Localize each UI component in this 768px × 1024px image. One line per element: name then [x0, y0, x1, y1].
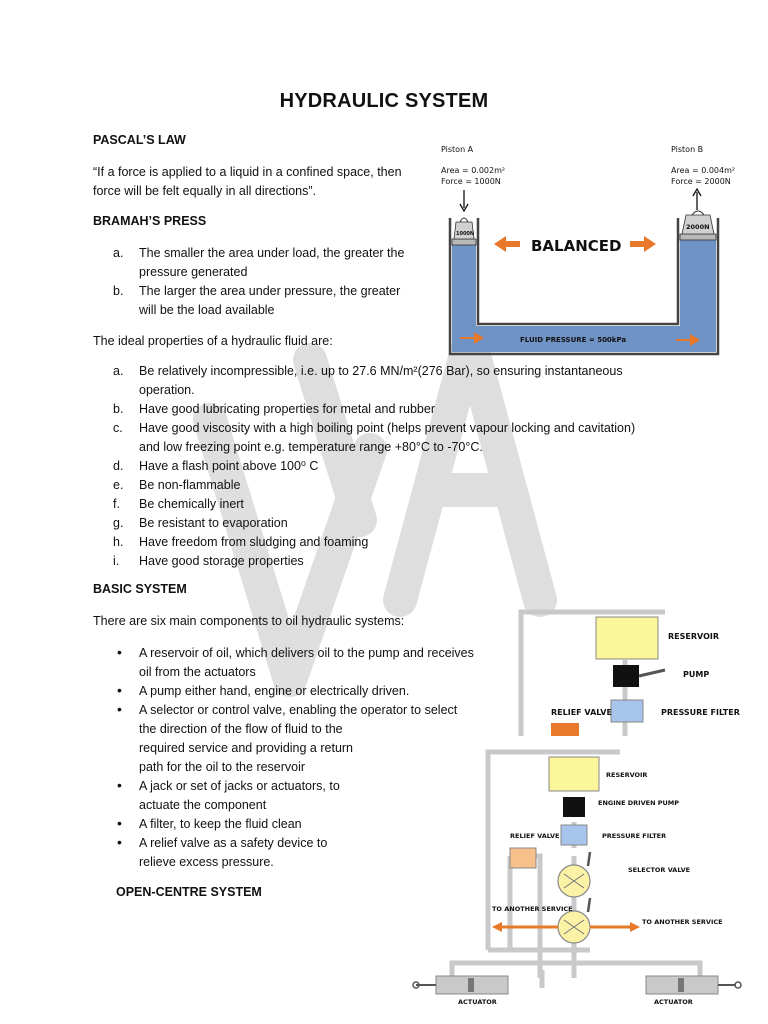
list-item-text: will be the load available: [139, 303, 275, 317]
list-item: [113, 533, 699, 552]
actuator-right-label: ACTUATOR: [654, 998, 693, 1006]
list-marker: a.: [113, 364, 124, 378]
reservoir-top: [596, 617, 658, 659]
weight-b-icon: [682, 211, 714, 234]
list-item: [113, 457, 699, 476]
up-arrow-icon: [693, 189, 701, 210]
list-item-text: A jack or set of jacks or actuators, to: [139, 779, 340, 793]
list-item: [113, 476, 699, 495]
bramah-list: [113, 244, 405, 320]
piston-b-label: Piston B: [671, 145, 704, 154]
piston-b-plate: [680, 234, 716, 240]
pascal-heading: PASCAL’S LAW: [93, 133, 186, 147]
pump-top-label: PUMP: [683, 670, 710, 679]
to-service-right-label: TO ANOTHER SERVICE: [642, 918, 723, 926]
weight-a-icon: [454, 218, 474, 239]
open-centre-diagram: [410, 748, 745, 1010]
list-item-text: The smaller the area under load, the greater the: [139, 246, 405, 260]
reservoir-label: RESERVOIR: [606, 771, 648, 779]
list-marker: h.: [113, 535, 124, 549]
weight-b-label: 2000N: [686, 223, 710, 231]
actuator-left-label: ACTUATOR: [458, 998, 497, 1006]
relief-top-label: RELIEF VALVE: [551, 708, 612, 717]
list-item: [113, 400, 699, 419]
bullet-icon: •: [117, 644, 122, 660]
relief-valve: [510, 848, 536, 868]
list-item-text: A selector or control valve, enabling the operator to select: [139, 703, 458, 717]
force-a-label: Force = 1000N: [441, 177, 501, 186]
list-marker: b.: [113, 284, 124, 298]
list-item: [113, 362, 699, 400]
pressure-filter-top: [611, 700, 643, 722]
relief-label: RELIEF VALVE: [510, 832, 560, 840]
list-marker: f.: [113, 497, 120, 511]
list-marker: e.: [113, 478, 124, 492]
piston-a-plate: [452, 239, 476, 245]
list-item-text: Have good storage properties: [139, 554, 304, 568]
pressure-filter-top-label: PRESSURE FILTER: [661, 708, 740, 717]
pascal-quote-line: force will be felt equally in all directions”.: [93, 184, 317, 198]
engine-pump-label: ENGINE DRIVEN PUMP: [598, 799, 680, 807]
list-item-text: operation.: [139, 383, 195, 397]
list-item: [113, 552, 699, 571]
list-item-text: Be chemically inert: [139, 497, 244, 511]
left-service-arrow-icon: [492, 922, 558, 932]
balanced-label: BALANCED: [531, 237, 622, 255]
list-item: [113, 244, 405, 282]
list-item-text: A pump either hand, engine or electrically driven.: [139, 684, 410, 698]
piston-a-label: Piston A: [441, 145, 474, 154]
selector-label: SELECTOR VALVE: [628, 866, 691, 874]
bramah-heading: BRAMAH’S PRESS: [93, 214, 207, 228]
list-item-text: required service and providing a return: [139, 741, 354, 755]
list-marker: b.: [113, 402, 124, 416]
area-b-label: Area = 0.004m²: [671, 166, 736, 175]
properties-list: [113, 362, 699, 571]
list-item-text: pressure generated: [139, 265, 248, 279]
pascal-quote: [93, 163, 402, 201]
list-item-text: path for the oil to the reservoir: [139, 760, 306, 774]
list-marker: c.: [113, 421, 123, 435]
reservoir-top-label: RESERVOIR: [668, 632, 719, 641]
area-a-label: Area = 0.002m²: [441, 166, 506, 175]
force-b-label: Force = 2000N: [671, 177, 731, 186]
list-marker: d.: [113, 459, 124, 473]
list-item-text: and low freezing point e.g. temperature range +80°C to -70°C.: [139, 440, 483, 454]
bramah-press-diagram: [436, 140, 744, 358]
bullet-icon: •: [117, 834, 122, 850]
weight-a-label: 1000N: [456, 231, 475, 237]
list-item: [113, 514, 699, 533]
left-arrow-icon: [494, 236, 520, 252]
list-item-text: the direction of the flow of fluid to the: [139, 722, 343, 736]
list-item-text: A relief valve as a safety device to: [139, 836, 328, 850]
page-title: HYDRAULIC SYSTEM: [279, 90, 489, 112]
fluid-pressure-label: FLUID PRESSURE = 500kPa: [520, 336, 627, 344]
list-item: [117, 644, 509, 682]
hydraulic-system-diagram-top: [515, 608, 740, 736]
list-item: [117, 682, 509, 701]
engine-driven-pump: [563, 797, 585, 817]
list-item-text: A reservoir of oil, which delivers oil to the pump and receives: [139, 646, 474, 660]
list-marker: a.: [113, 246, 124, 260]
list-marker: g.: [113, 516, 124, 530]
basic-heading: BASIC SYSTEM: [93, 582, 187, 596]
bullet-icon: •: [117, 777, 122, 793]
list-item-text: Have good viscosity with a high boiling point (helps prevent vapour locking and cavitation): [139, 421, 636, 435]
pressure-filter-label: PRESSURE FILTER: [602, 832, 667, 840]
list-item: [113, 495, 699, 514]
pump-lever: [639, 670, 665, 676]
bullet-icon: •: [117, 682, 122, 698]
down-arrow-icon: [460, 190, 468, 211]
bullet-icon: •: [117, 815, 122, 831]
open-centre-heading: OPEN-CENTRE SYSTEM: [116, 885, 262, 899]
list-item: [113, 282, 404, 320]
properties-intro: The ideal properties of a hydraulic fluid are:: [93, 334, 333, 348]
pump-top: [613, 665, 639, 687]
container-inner: [478, 218, 678, 324]
list-item-text: Be relatively incompressible, i.e. up to 27.6 MN/m²(276 Bar), so ensuring instantaneous: [139, 364, 623, 378]
basic-intro: There are six main components to oil hydraulic systems:: [93, 614, 405, 628]
pressure-filter: [561, 825, 587, 845]
list-item-text: relieve excess pressure.: [139, 855, 274, 869]
list-item: [113, 419, 699, 457]
reservoir: [549, 757, 599, 791]
list-item-text: Be non-flammable: [139, 478, 241, 492]
list-item-text: A filter, to keep the fluid clean: [139, 817, 302, 831]
list-item-text: Be resistant to evaporation: [139, 516, 288, 530]
actuator-right: [646, 976, 741, 994]
to-service-left-label: TO ANOTHER SERVICE: [492, 905, 573, 913]
list-item-text: The larger the area under pressure, the greater: [139, 284, 401, 298]
pascal-quote-line: “If a force is applied to a liquid in a confined space, then: [93, 165, 402, 179]
list-marker: i.: [113, 554, 120, 568]
list-item-text: Have a flash point above 100⁰ C: [139, 459, 319, 473]
bullet-icon: •: [117, 701, 122, 717]
list-item-text: oil from the actuators: [139, 665, 256, 679]
right-service-arrow-icon: [590, 922, 640, 932]
list-item-text: Have freedom from sludging and foaming: [139, 535, 369, 549]
list-item-text: actuate the component: [139, 798, 267, 812]
actuator-left: [413, 976, 508, 994]
list-item-text: Have good lubricating properties for metal and rubber: [139, 402, 436, 416]
right-arrow-icon: [630, 236, 656, 252]
relief-valve-top: [551, 723, 579, 736]
